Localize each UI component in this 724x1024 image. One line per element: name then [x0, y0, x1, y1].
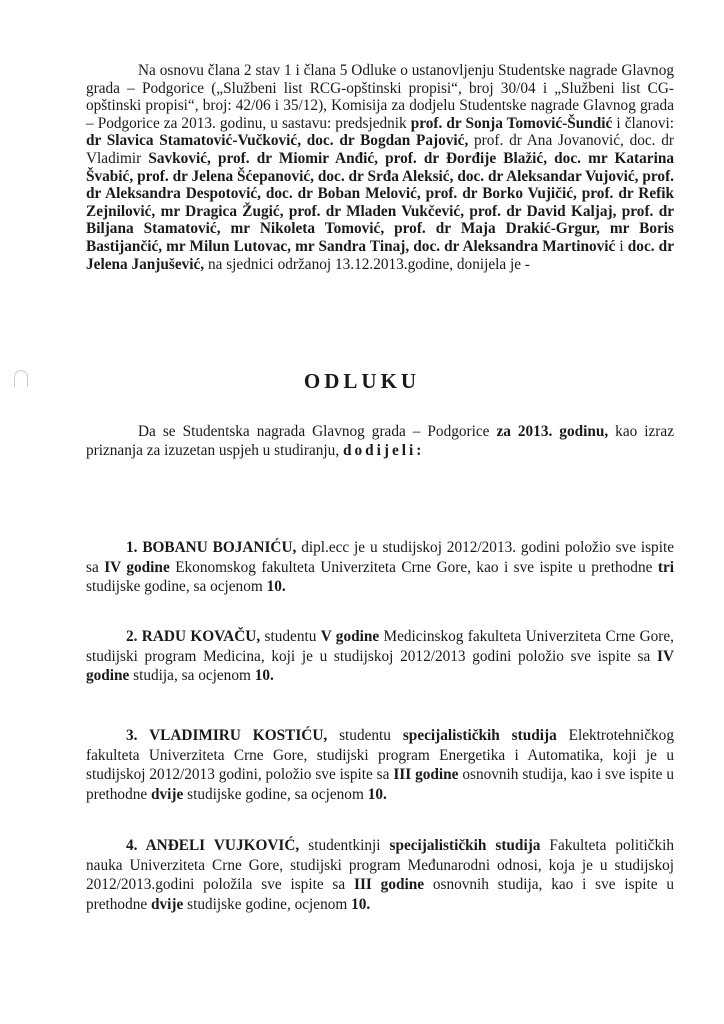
text: studijske godine, sa ocjenom — [183, 785, 368, 803]
bold-text: 1. BOBANU BOJANIĆU, — [126, 539, 297, 556]
award-item — [86, 836, 674, 914]
text: na sjednici održanoj 13.12.2013.godine, donijela je - — [204, 255, 530, 273]
text: Medicinskog fakulteta Univerziteta Crne Gore, studijski program Medicina, koji je u studijskoj 2012/2013 godini položio sve ispite sa — [86, 628, 674, 665]
bold-text: 3. VLADIMIRU KOSTIĆU, — [126, 727, 328, 744]
bold-text: IV godine — [104, 558, 170, 576]
text: studentu — [260, 628, 321, 645]
text: studentkinji — [299, 837, 390, 854]
text: studija, sa ocjenom — [129, 667, 255, 684]
bold-text: dr Slavica Stamatović-Vučković, doc. dr Bogdan Pajović, — [86, 132, 469, 150]
decision-paragraph — [86, 422, 674, 460]
bold-text: 10. — [367, 785, 387, 803]
bold-text: V godine — [320, 628, 380, 645]
text: prof. dr Ana Jovanović, doc. dr Vladimir — [86, 132, 675, 167]
bold-text: IV godine — [86, 647, 674, 684]
bold-text: dvije — [151, 785, 184, 803]
bold-text: specijalističkih studija — [402, 727, 557, 744]
bold-text: za 2013. godinu, — [496, 423, 609, 440]
bold-text: dodijeli: — [342, 442, 425, 459]
award-item — [86, 726, 674, 804]
bold-text: specijalističkih studija — [389, 837, 541, 854]
bold-text: 2. RADU KOVAČU, — [126, 628, 261, 645]
bold-text: tri — [657, 558, 674, 576]
text: osnovnih studija, kao i sve ispite u prethodne — [86, 766, 674, 803]
bold-text: doc. dr Jelena Janjušević, — [86, 237, 674, 273]
text: studijske godine, ocjenom — [183, 895, 352, 913]
text: Ekonomskog fakulteta Univerziteta Crne Gore, kao i sve ispite u prethodne — [169, 558, 658, 576]
text: kao izraz priznanja za izuzetan uspjeh u studiranju, — [86, 423, 674, 459]
text: osnovnih studija, kao i sve ispite u prethodne — [86, 876, 674, 913]
text: dipl.ecc je u studijskoj 2012/2013. godini položio sve ispite sa — [86, 539, 674, 576]
bold-text: III godine — [393, 766, 459, 783]
bold-text: dvije — [151, 895, 184, 913]
document-title: ODLUKU — [303, 369, 421, 393]
bold-text: III godine — [354, 876, 425, 893]
bold-text: 10. — [254, 667, 274, 684]
text: Fakulteta političkih nauka Univerziteta Crne Gore, studijski program Međunarodni odnosi, koja je u studijskoj 2012/2013.godini položila sve ispite sa — [86, 837, 674, 893]
bold-text: 10. — [351, 895, 371, 913]
text: Da se Studentska nagrada Glavnog grada – Podgorice — [138, 423, 497, 440]
award-item — [86, 538, 674, 597]
bold-text: 4. ANĐELI VUJKOVIĆ, — [126, 837, 300, 854]
text: studijske godine, sa ocjenom — [86, 578, 267, 595]
award-item — [86, 627, 674, 686]
text: studentu — [327, 727, 403, 744]
bold-text: 10. — [266, 578, 286, 595]
intro-paragraph — [86, 62, 674, 273]
bold-text: prof. dr Sonja Tomović-Šundić — [410, 114, 613, 132]
text: i članovi: — [612, 114, 674, 132]
bold-text: Savković, prof. dr Miomir Anđić, prof. dr Đorđije Blažić, doc. mr Katarina Švabić, prof. dr Jelena Šćepanović, doc. dr Srđa Aleksić, doc. dr Aleksandar Vujović, prof. dr Aleksandra Despotović, doc. dr Boban Melović, prof. dr Borko Vujičić, prof. dr Refik Zejnilović, mr Dragica Žugić, prof. dr Mladen Vukčević, prof. dr David Kaljaj, prof. dr Biljana Stamatović, mr Nikoleta Tomović, prof. dr Maja Drakić-Grgur, mr Boris Bastijančić, mr Milun Lutovac, mr Sandra Tinaj, doc. dr Aleksandra Martinović — [86, 149, 674, 255]
text: Elektrotehničkog fakulteta Univerziteta Crne Gore, studijski program Energetika i Automatika, koji je u studijskoj 2012/2013 godini, položio sve ispite sa — [86, 727, 674, 783]
text: i — [615, 237, 628, 255]
text: Na osnovu člana 2 stav 1 i člana 5 Odluke o ustanovljenju Studentske nagrade Glavnog grada – Podgorice („Službeni list RCG-opštinski propisi“, broj 30/04 i „Službeni list CG-opštinski propisi“, broj: 42/06 i 35/12), Komisija za dodjelu Studentske nagrade Glavnog grada – Podgorice za 2013. godinu, u sastavu: predsjednik — [86, 62, 674, 132]
